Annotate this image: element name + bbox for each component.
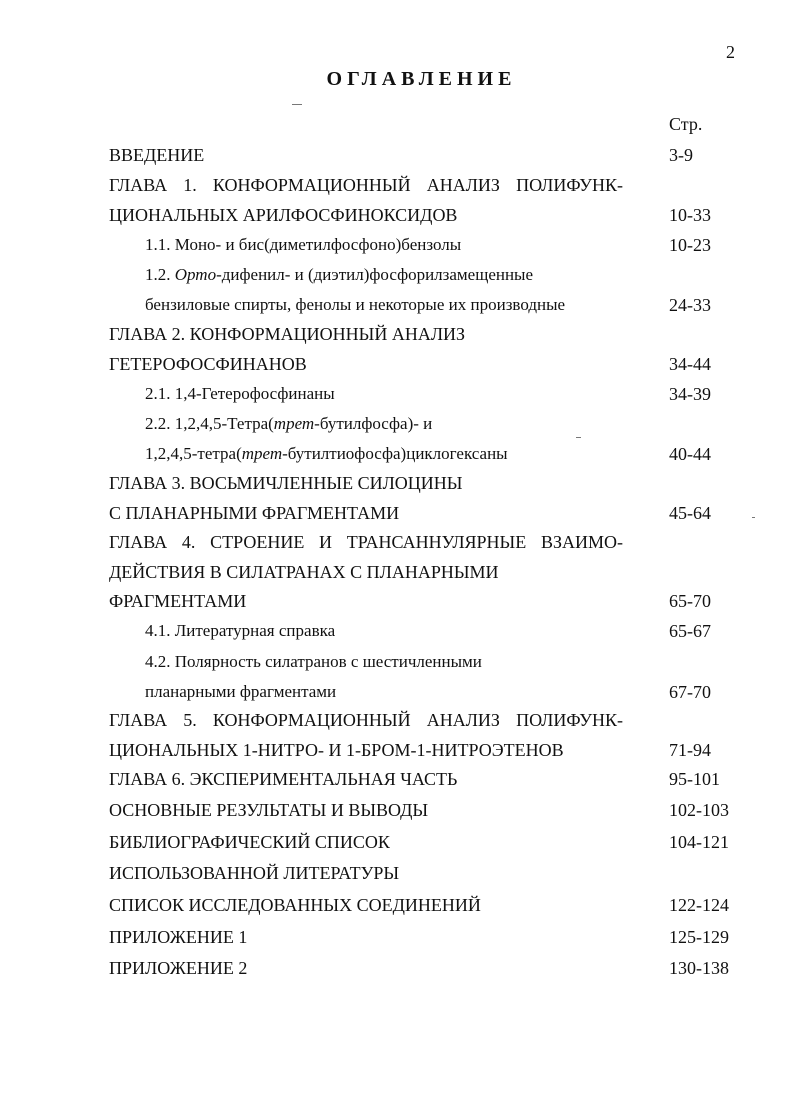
toc-entry-pages: 71-94	[669, 740, 711, 760]
toc-entry-title: ГЛАВА 1. КОНФОРМАЦИОННЫЙ АНАЛИЗ ПОЛИФУНК-	[109, 175, 623, 195]
toc-entry-title: ГЛАВА 4. СТРОЕНИЕ И ТРАНСАННУЛЯРНЫЕ ВЗАИМО-	[109, 532, 623, 552]
toc-entry-pages: 34-44	[669, 354, 711, 374]
toc-entry-pages: 67-70	[669, 682, 711, 702]
toc-entry-pages: 130-138	[669, 958, 729, 978]
scan-speck	[752, 517, 755, 518]
toc-entry-pages: 65-70	[669, 591, 711, 611]
toc-entry-title-cont: планарными фрагментами	[145, 682, 337, 701]
toc-entry-title-cont: ДЕЙСТВИЯ В СИЛАТРАНАХ С ПЛАНАРНЫМИ	[109, 562, 499, 582]
toc-entry-pages: 10-23	[669, 235, 711, 255]
toc-entry-pages: 122-124	[669, 895, 729, 915]
toc-entry-pages: 34-39	[669, 384, 711, 404]
toc-entry-title: ГЛАВА 6. ЭКСПЕРИМЕНТАЛЬНАЯ ЧАСТЬ	[109, 769, 458, 789]
toc-entry-pages: 95-101	[669, 769, 720, 789]
toc-entry-title-prefix: 1,2,4,5-тетра(	[145, 444, 242, 463]
toc-entry-title-italic: трет	[273, 414, 315, 433]
page-number: 2	[726, 42, 735, 62]
toc-entry-title: 4.2. Полярность силатранов с шестичленными	[145, 652, 482, 671]
toc-entry-pages: 24-33	[669, 295, 711, 315]
toc-entry-title: 1.1. Моно- и бис(диметилфосфоно)бензолы	[145, 235, 462, 254]
toc-entry-title: ПРИЛОЖЕНИЕ 2	[109, 958, 248, 978]
toc-entry-pages: 3-9	[669, 145, 693, 165]
toc-entry-pages: 125-129	[669, 927, 729, 947]
toc-entry-title: 4.1. Литературная справка	[145, 621, 336, 640]
toc-entry-title: ВВЕДЕНИЕ	[109, 145, 205, 165]
toc-entry-title-cont: бензиловые спирты, фенолы и некоторые их производные	[145, 295, 566, 314]
toc-entry-pages: 104-121	[669, 832, 729, 852]
toc-entry-title-italic: трет	[241, 444, 283, 463]
page-title: ОГЛАВЛЕНИЕ	[326, 68, 517, 90]
toc-entry-title-cont: ИСПОЛЬЗОВАННОЙ ЛИТЕРАТУРЫ	[109, 863, 400, 883]
toc-entry-title: СПИСОК ИССЛЕДОВАННЫХ СОЕДИНЕНИЙ	[109, 895, 481, 915]
toc-entry-pages: 65-67	[669, 621, 711, 641]
toc-entry-pages: 45-64	[669, 503, 711, 523]
scan-speck	[292, 104, 302, 105]
scan-speck	[576, 437, 581, 438]
toc-entry-title: БИБЛИОГРАФИЧЕСКИЙ СПИСОК	[109, 832, 390, 852]
toc-entry-pages: 40-44	[669, 444, 711, 464]
toc-entry-title-cont: ЦИОНАЛЬНЫХ АРИЛФОСФИНОКСИДОВ	[109, 205, 458, 225]
toc-entry-title: ГЛАВА 3. ВОСЬМИЧЛЕННЫЕ СИЛОЦИНЫ	[109, 473, 463, 493]
toc-entry-title-rest: -бутилфосфа)- и	[314, 414, 433, 433]
toc-entry-title	[145, 415, 432, 432]
toc-entry-title-cont: ФРАГМЕНТАМИ	[109, 591, 247, 611]
toc-entry-title-rest: -бутилтиофосфа)циклогексаны	[282, 444, 508, 463]
toc-entry-title-prefix: 1.2.	[145, 265, 175, 284]
toc-entry-title: ГЛАВА 2. КОНФОРМАЦИОННЫЙ АНАЛИЗ	[109, 324, 466, 344]
toc-entry-title-rest: -дифенил- и (диэтил)фосфорилзамещенные	[216, 265, 534, 284]
toc-entry-pages: 10-33	[669, 205, 711, 225]
toc-entry-title: ГЛАВА 5. КОНФОРМАЦИОННЫЙ АНАЛИЗ ПОЛИФУНК-	[109, 710, 623, 730]
toc-entry-title-cont	[145, 445, 508, 462]
toc-entry-title-prefix: 2.2. 1,2,4,5-Тетра(	[145, 414, 274, 433]
toc-entry-title: ОСНОВНЫЕ РЕЗУЛЬТАТЫ И ВЫВОДЫ	[109, 800, 429, 820]
pages-column-header: Стр.	[669, 114, 703, 134]
toc-entry-title-cont: ГЕТЕРОФОСФИНАНОВ	[109, 354, 307, 374]
toc-entry-title: 2.1. 1,4-Гетерофосфинаны	[145, 384, 335, 403]
toc-entry-title-cont: ЦИОНАЛЬНЫХ 1-НИТРО- И 1-БРОМ-1-НИТРОЭТЕНОВ	[109, 740, 564, 760]
toc-entry-title-cont: С ПЛАНАРНЫМИ ФРАГМЕНТАМИ	[109, 503, 400, 523]
toc-entry-title	[145, 266, 533, 283]
toc-entry-pages: 102-103	[669, 800, 729, 820]
toc-entry-title-italic: Орто	[174, 265, 217, 284]
toc-entry-title: ПРИЛОЖЕНИЕ 1	[109, 927, 248, 947]
